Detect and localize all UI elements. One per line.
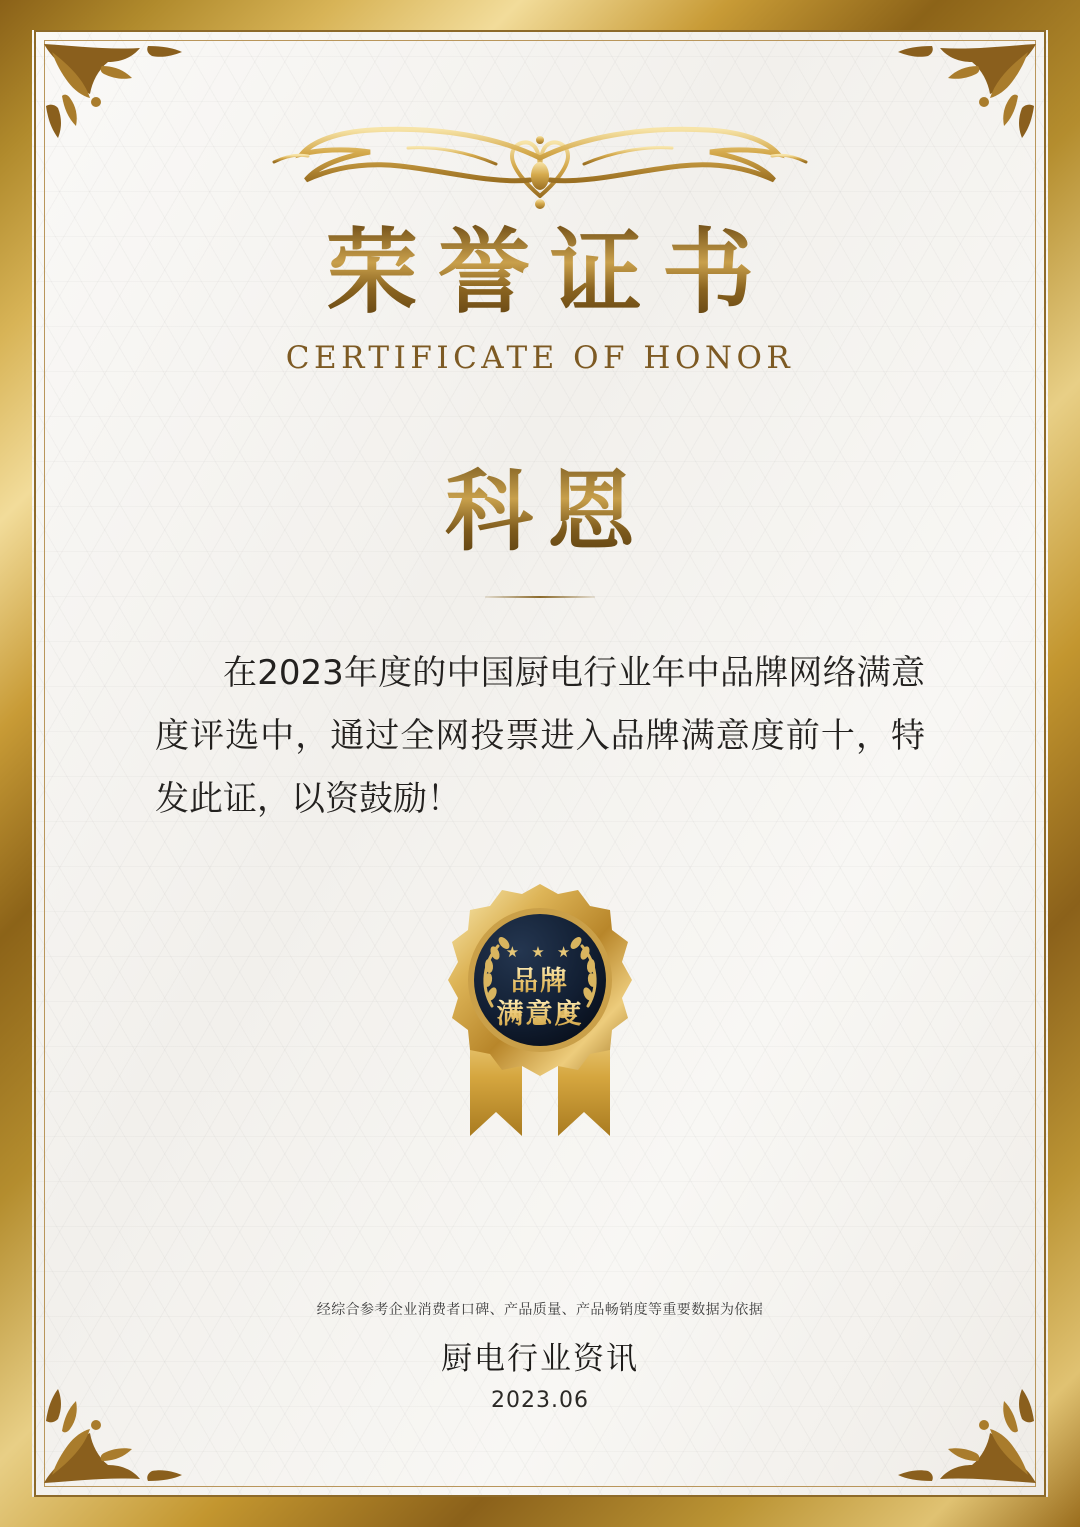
seal-stars: ★ ★ ★ (505, 943, 575, 961)
issuer-name: 厨电行业资讯 (441, 1341, 639, 1377)
certificate-content (76, 58, 1004, 1469)
seal-line-1: 品牌 (511, 965, 569, 997)
recipient-name: 科恩 (431, 442, 649, 568)
recipient-divider (485, 596, 595, 598)
page-subtitle: CERTIFICATE OF HONOR (285, 339, 795, 376)
page-title: 荣誉证书 (306, 220, 774, 326)
certificate-body: 在2023年度的中国厨电行业年中品牌网络满意度评选中，通过全网投票进入品牌满意度前十，特发此证，以资鼓励！ (155, 652, 925, 819)
seal-line-2: 满意度 (496, 999, 584, 1031)
issue-date: 2023.06 (491, 1388, 589, 1413)
certificate-footer (317, 1299, 763, 1469)
award-seal (420, 882, 660, 1152)
seal-label (440, 882, 640, 1082)
flourish-divider-icon (240, 118, 840, 210)
footnote-text: 经综合参考企业消费者口碑、产品质量、产品畅销度等重要数据为依据 (316, 1302, 764, 1318)
